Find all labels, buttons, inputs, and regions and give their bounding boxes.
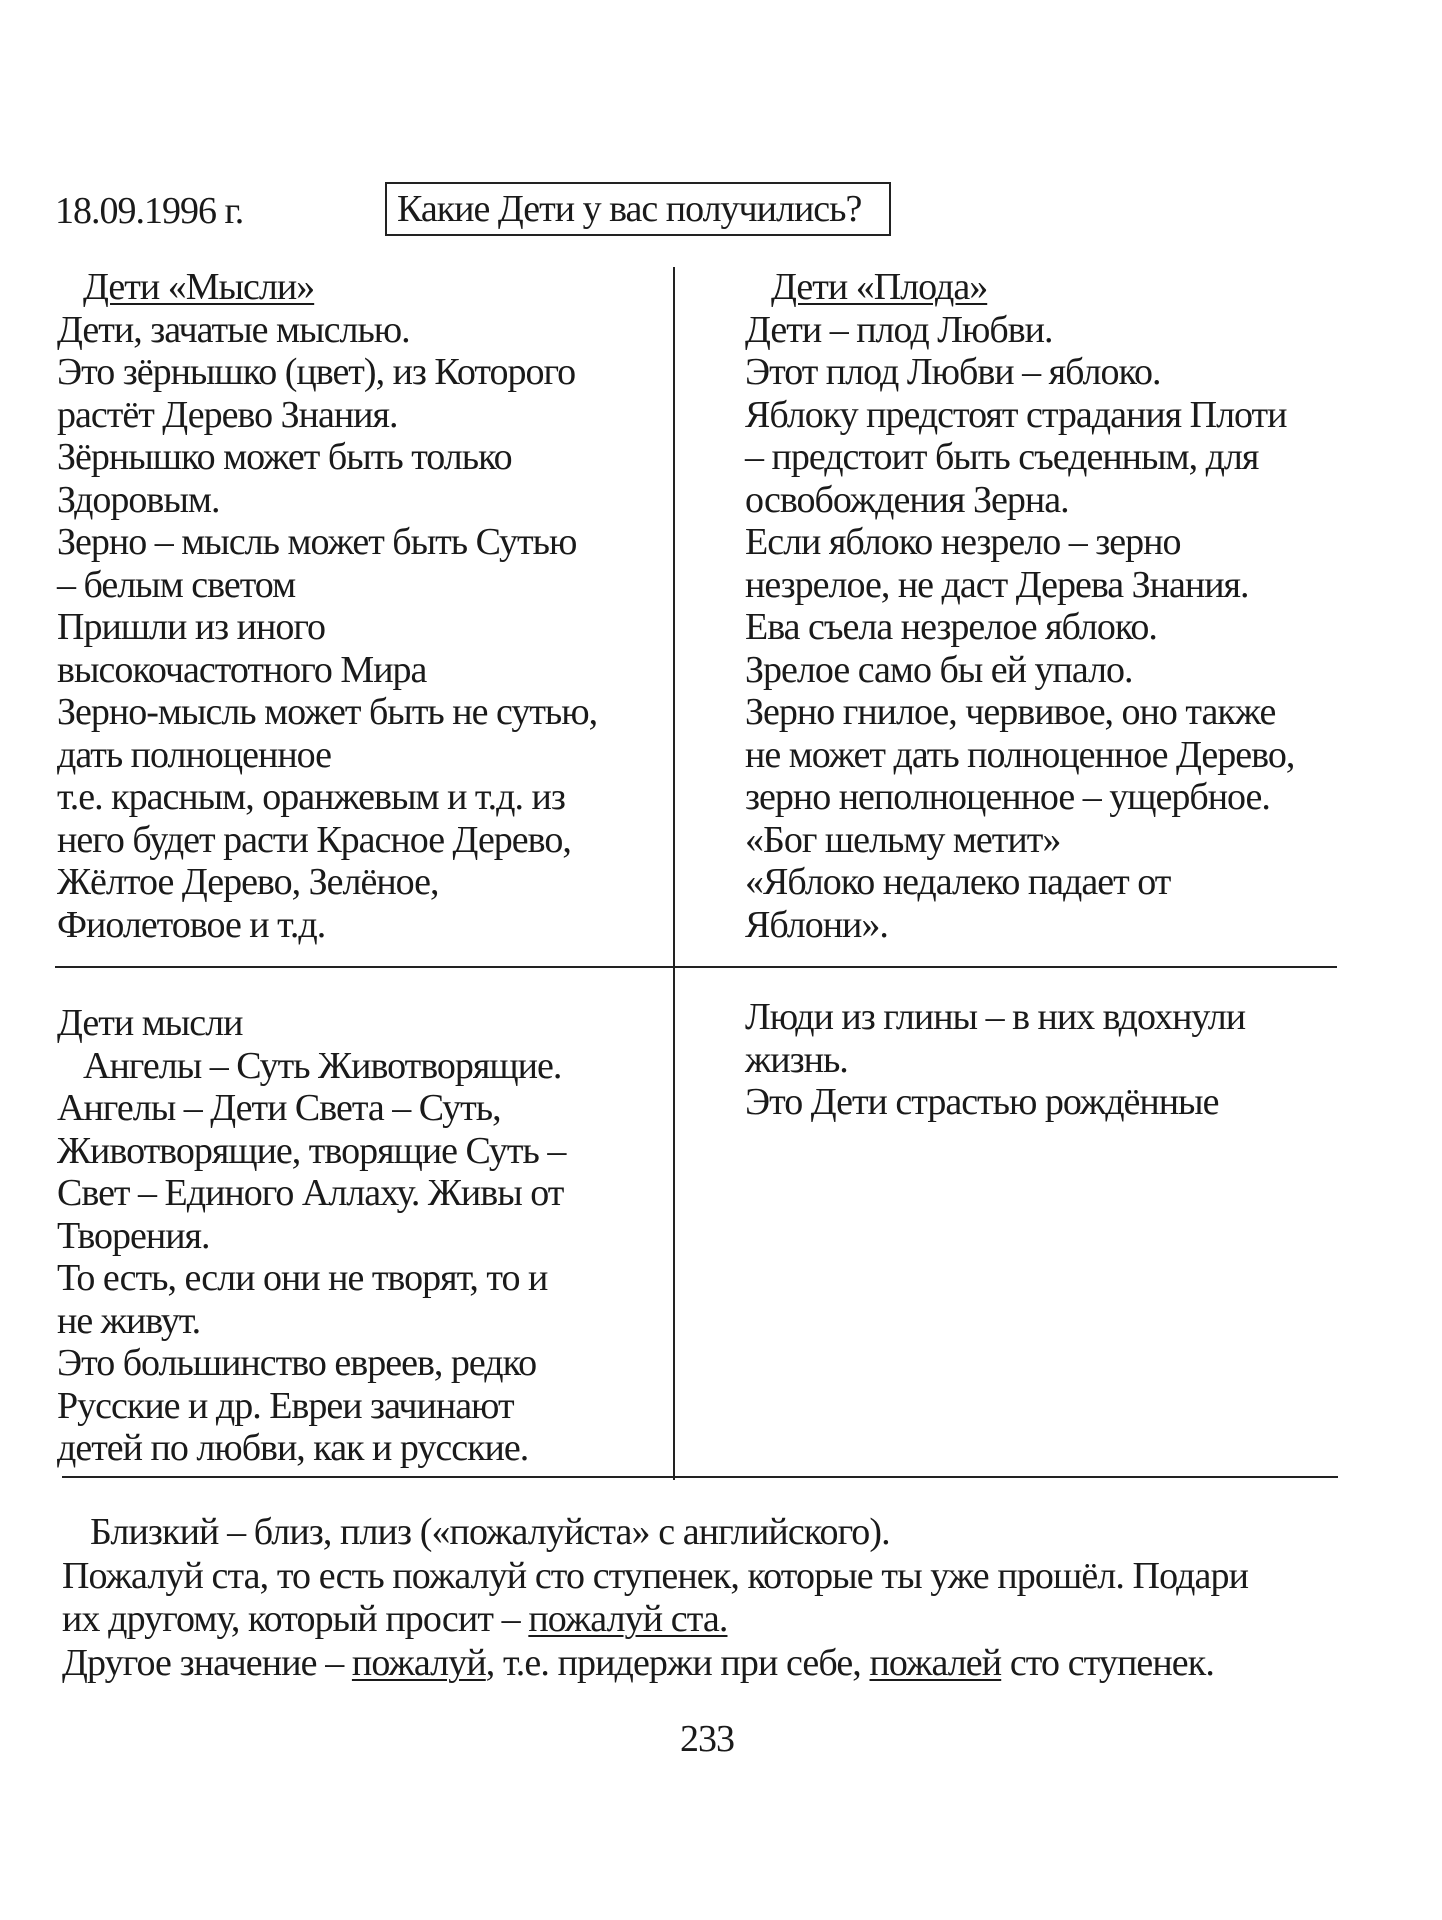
page-number: 233 [680,1718,734,1760]
text-line: Этот плод Любви – яблоко. [745,351,1161,393]
text: , т.е. придержи при себе, [485,1641,870,1684]
text-line: «Яблоко недалеко падает от [745,861,1171,903]
text-line: Зерно-мысль может быть не сутью, [57,691,598,733]
text-line: него будет расти Красное Дерево, [57,818,571,861]
paragraph-line [62,1511,1248,1555]
text-line: Это зёрнышко (цвет), из Которого [57,351,576,393]
text-line: Свет – Единого Аллаху. Живы от [57,1172,564,1214]
text-line: Яблоку предстоят страдания Плоти [745,393,1287,436]
text-line: детей по любви, как и русские. [57,1427,529,1469]
text-line: Ангелы – Дети Света – Суть, [57,1087,501,1129]
text-line: Зрелое само бы ей упало. [745,648,1133,691]
text-line: Зерно гнилое, червивое, оно также [745,691,1276,733]
date: 18.09.1996 г. [55,190,244,232]
text-line: Если яблоко незрело – зерно [745,521,1181,563]
column-clay-people [745,996,1245,1124]
text-line: Это Дети страстью рождённые [745,1081,1219,1123]
text-line: Русские и др. Евреи зачинают [57,1384,514,1427]
text-line: Зерно – мысль может быть Сутью [57,521,577,563]
paragraph-line [62,1598,1248,1642]
text-line: Зёрнышко может быть только [57,436,512,478]
text-line: «Бог шельму метит» [745,818,1061,861]
table-bottom-divider [62,1476,1338,1478]
text: их другому, который просит – [62,1598,529,1640]
heading-text: Дети «Мысли» [83,266,315,308]
underlined-text: пожалуй [351,1641,486,1684]
text-line: – предстоит быть съеденным, для [745,436,1259,478]
text-line: Ангелы – Суть Животворящие. [83,1044,562,1087]
text-line: не может дать полноценное Дерево, [745,733,1295,776]
text-line: Яблони». [745,903,888,946]
column-heading [745,266,1294,309]
text-line: Животворящие, творящие Суть – [57,1129,566,1172]
paragraph-line [62,1555,1248,1599]
text-line: Ева съела незрелое яблоко. [745,606,1157,648]
heading-text: Дети «Плода» [771,266,988,308]
text-line: дать полноценное [57,733,331,776]
page-title: Какие Дети у вас получились? [397,188,862,230]
table-middle-divider [55,966,1337,968]
underlined-text: пожалей [869,1641,1002,1684]
column-thought-angels [57,1002,565,1470]
text: Другое значение – [62,1641,352,1684]
text-line: Пришли из иного [57,606,325,648]
text-line: Жёлтое Дерево, Зелёное, [57,861,439,903]
text-line: Дети мысли [57,1002,243,1044]
text-line: растёт Дерево Знания. [57,393,398,436]
paragraph-line [62,1642,1248,1686]
text-line: Люди из глины – в них вдохнули [745,996,1246,1038]
text: сто ступенек. [1001,1641,1214,1684]
text-line: Творения. [57,1214,210,1257]
text-line: Дети – плод Любви. [745,308,1053,351]
text: Пожалуй ста, то есть пожалуй сто ступенек, которые ты уже прошёл. Подари [62,1554,1249,1597]
text-line: Фиолетовое и т.д. [57,903,326,946]
text-line: Дети, зачатые мыслью. [57,308,410,351]
text-line: высокочастотного Мира [57,648,427,691]
text-line: Это большинство евреев, редко [57,1342,537,1384]
text-line: незрелое, не даст Дерева Знания. [745,563,1249,606]
text-line: освобождения Зерна. [745,478,1069,521]
column-children-of-fruit [745,266,1294,946]
table-vertical-divider [673,267,675,1480]
text-line: зерно неполноценное – ущербное. [745,776,1270,818]
text-line: жизнь. [745,1038,848,1081]
text-line: Здоровым. [57,478,220,521]
text-line: т.е. красным, оранжевым и т.д. из [57,776,565,818]
column-heading [57,266,597,309]
underlined-text: пожалуй ста. [528,1598,728,1640]
text-line: не живут. [57,1299,201,1342]
column-children-of-thought [57,266,597,946]
footer-paragraph [62,1511,1248,1685]
text-line: – белым светом [57,563,296,606]
text: Близкий – близ, плиз («пожалуйста» с английского). [90,1511,890,1553]
text-line: То есть, если они не творят, то и [57,1257,548,1299]
